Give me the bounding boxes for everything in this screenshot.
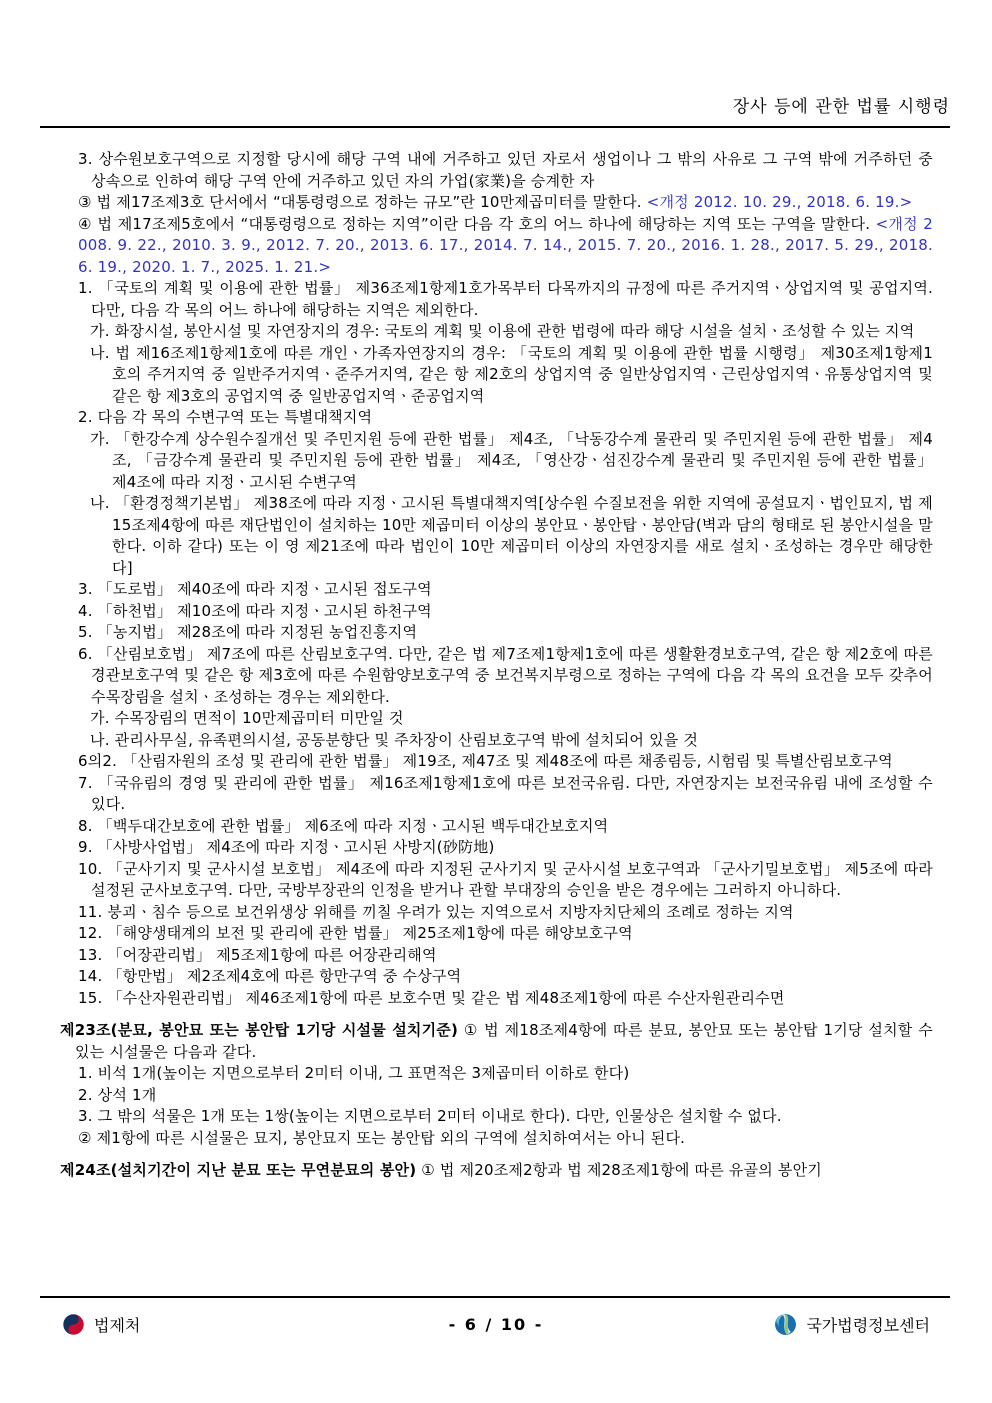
law-text-block [78, 1085, 933, 1107]
block-text: ④ 법 제17조제5호에서 “대통령령으로 정하는 지역”이란 다음 각 호의 어느 하나에 해당하는 지역 또는 구역을 말한다. [78, 214, 871, 233]
block-text: ① 법 제20조제2항과 법 제28조제1항에 따른 유골의 봉안기 [416, 1161, 822, 1179]
amendment-note: <개정 2008. 9. 22., 2010. 3. 9., 2012. 7. 20., 2013. 6. 17., 2014. 7. 14., 2015. 7. 20., 2016. 1. 28., 2017. 5. 29., 2018. 6. 19., 2020. 1. 7., 2025. 1. 21.> [78, 214, 933, 276]
law-text-block [90, 730, 933, 752]
law-text-block [78, 837, 933, 859]
law-text-block [78, 214, 933, 279]
block-text: 가. 수목장림의 면적이 10만제곱미터 미만일 것 [90, 709, 404, 727]
block-text: 가. 「한강수계 상수원수질개선 및 주민지원 등에 관한 법률」 제4조, 「낙동강수계 물관리 및 주민지원 등에 관한 법률」 제4조, 「금강수계 물관리 및 주민지원 등에 관한 법률」 제4조, 「영산강ㆍ섬진강수계 물관리 및 주민지원 등에 관한 법률」 제4조에 따라 지정ㆍ고시된 수변구역 [90, 429, 933, 491]
law-text-block [90, 343, 933, 408]
law-text-block [78, 988, 933, 1010]
footer-left-org-label: 법제처 [94, 1315, 141, 1335]
block-text: 3. 그 밖의 석물은 1개 또는 1쌍(높이는 지면으로부터 2미터 이내로 한다). 다만, 인물상은 설치할 수 없다. [78, 1107, 782, 1125]
law-text-block [90, 708, 933, 730]
block-text: ② 제1항에 따른 시설물은 묘지, 봉안묘지 또는 봉안탑 외의 구역에 설치하여서는 아니 된다. [78, 1128, 686, 1147]
law-text-block [78, 407, 933, 429]
law-text-block [78, 579, 933, 601]
block-text: 가. 화장시설, 봉안시설 및 자연장지의 경우: 국토의 계획 및 이용에 관한 법령에 따라 해당 시설을 설치ㆍ조성할 수 있는 지역 [90, 322, 915, 340]
block-text: 2. 상석 1개 [78, 1085, 157, 1104]
footer-divider [40, 1296, 950, 1298]
law-text-block [90, 321, 933, 343]
block-text: ③ 법 제17조제3호 단서에서 “대통령령으로 정하는 규모”란 10만제곱미터를 말한다. [78, 193, 642, 211]
page-footer [62, 1307, 930, 1341]
block-text: 나. 법 제16조제1항제1호에 따른 개인ㆍ가족자연장지의 경우: 「국토의 계획 및 이용에 관한 법률 시행령」 제30조제1항제1호의 주거지역 중 일반주거지역ㆍ준주거지역, 같은 항 제2호의 상업지역 중 일반상업지역ㆍ근린상업지역ㆍ유통상업지역 및 같은 항 제3호의 공업지역 중 일반공업지역ㆍ준공업지역 [90, 343, 933, 405]
block-text: 11. 붕괴ㆍ침수 등으로 보건위생상 위해를 끼칠 우려가 있는 지역으로서 지방자치단체의 조례로 정하는 지역 [78, 902, 794, 921]
amendment-note: <개정 2012. 10. 29., 2018. 6. 19.> [641, 193, 913, 211]
law-text-block [78, 601, 933, 623]
law-text-block [78, 622, 933, 644]
block-text: 7. 「국유림의 경영 및 관리에 관한 법률」 제16조제1항제1호에 따른 보전국유림. 다만, 자연장지는 보전국유림 내에 조성할 수 있다. [78, 773, 933, 813]
block-text: 15. 「수산자원관리법」 제46조제1항에 따른 보호수면 및 같은 법 제48조제1항에 따른 수산자원관리수면 [78, 988, 785, 1007]
law-text-block [78, 923, 933, 945]
law-text-block [78, 816, 933, 838]
block-text: 14. 「항만법」 제2조제4호에 따른 항만구역 중 수상구역 [78, 967, 462, 985]
block-text: 3. 「도로법」 제40조에 따라 지정ㆍ고시된 접도구역 [78, 580, 432, 598]
law-text-block [78, 278, 933, 321]
law-text-block [78, 751, 933, 773]
article-title: 제24조(설치기간이 지난 분묘 또는 무연분묘의 봉안) [60, 1161, 417, 1179]
block-text: 3. 상수원보호구역으로 지정할 당시에 해당 구역 내에 거주하고 있던 자로서 생업이나 그 밖의 사유로 그 구역 밖에 거주하던 중 상속으로 인하여 해당 구역 안에 거주하고 있던 자의 가업(家業)을 승계한 자 [78, 150, 933, 190]
block-text: 나. 「환경정책기본법」 제38조에 따라 지정ㆍ고시된 특별대책지역[상수원 수질보전을 위한 지역에 공설묘지ㆍ법인묘지, 법 제15조제4항에 따른 재단법인이 설치하는 10만 제곱미터 이상의 봉안묘ㆍ봉안탑ㆍ봉안담(벽과 담의 형태로 된 봉안시설을 말한다. 이하 같다) 또는 이 영 제21조에 따라 법인이 10만 제곱미터 이상의 자연장지를 새로 설치ㆍ조성하는 경우만 해당한다] [90, 494, 933, 577]
block-text: 나. 관리사무실, 유족편의시설, 공동분향단 및 주차장이 산림보호구역 밖에 설치되어 있을 것 [90, 730, 699, 749]
law-text-block [78, 149, 933, 192]
law-text-block [60, 1020, 933, 1063]
block-text: 12. 「해양생태계의 보전 및 관리에 관한 법률」 제25조제1항에 따른 해양보호구역 [78, 924, 633, 942]
law-text-block [78, 1128, 933, 1150]
block-text: 1. 「국토의 계획 및 이용에 관한 법률」 제36조제1항제1호가목부터 다목까지의 규정에 따른 주거지역ㆍ상업지역 및 공업지역. 다만, 다음 각 목의 어느 하나에 해당하는 지역은 제외한다. [78, 279, 933, 319]
law-text-block [60, 1160, 933, 1182]
block-text: 4. 「하천법」 제10조에 따라 지정ㆍ고시된 하천구역 [78, 601, 432, 620]
footer-right-org-label: 국가법령정보센터 [806, 1315, 930, 1335]
law-text-block [78, 945, 933, 967]
block-text: 9. 「사방사업법」 제4조에 따라 지정ㆍ고시된 사방지(砂防地) [78, 838, 495, 856]
block-text: 8. 「백두대간보호에 관한 법률」 제6조에 따라 지정ㆍ고시된 백두대간보호지역 [78, 816, 609, 835]
document-body [60, 149, 933, 1182]
law-text-block [90, 429, 933, 494]
law-text-block [90, 493, 933, 579]
block-text: 5. 「농지법」 제28조에 따라 지정된 농업진흥지역 [78, 623, 418, 641]
law-text-block [78, 773, 933, 816]
law-text-block [78, 1106, 933, 1128]
block-text: ① 법 제18조제4항에 따른 분묘, 봉안묘 또는 봉안탑 1기당 설치할 수 있는 시설물은 다음과 같다. [75, 1021, 933, 1061]
running-header-title: 장사 등에 관한 법률 시행령 [40, 92, 950, 128]
article-title: 제23조(분묘, 봉안묘 또는 봉안탑 1기당 시설물 설치기준) [60, 1021, 459, 1039]
law-text-block [78, 644, 933, 709]
block-text: 13. 「어장관리법」 제5조제1항에 따른 어장관리해역 [78, 945, 437, 964]
page-number-indicator: - 6 / 10 - [448, 1314, 544, 1334]
block-text: 6의2. 「산림자원의 조성 및 관리에 관한 법률」 제19조, 제47조 및 제48조에 따른 채종림등, 시험림 및 특별산림보호구역 [78, 752, 893, 770]
block-text: 1. 비석 1개(높이는 지면으로부터 2미터 이내, 그 표면적은 3제곱미터 이하로 한다) [78, 1064, 630, 1082]
law-text-block [78, 966, 933, 988]
law-text-block [78, 902, 933, 924]
law-text-block [78, 192, 933, 214]
law-text-block [78, 1063, 933, 1085]
block-text: 6. 「산림보호법」 제7조에 따른 산림보호구역. 다만, 같은 법 제7조제1항제1호에 따른 생활환경보호구역, 같은 항 제2호에 따른 경관보호구역 및 같은 항 제3호에 따른 수원함양보호구역 중 보건복지부령으로 정하는 구역에 다음 각 목의 요건을 모두 갖추어 수목장림을 설치ㆍ조성하는 경우는 제외한다. [78, 644, 933, 706]
block-text: 2. 다음 각 목의 수변구역 또는 특별대책지역 [78, 408, 373, 426]
block-text: 10. 「군사기지 및 군사시설 보호법」 제4조에 따라 지정된 군사기지 및 군사시설 보호구역과 「군사기밀보호법」 제5조에 따라 설정된 군사보호구역. 다만, 국방부장관의 인정을 받거나 관할 부대장의 승인을 받은 경우에는 그러하지 아니하다. [78, 859, 933, 899]
law-text-block [78, 859, 933, 902]
